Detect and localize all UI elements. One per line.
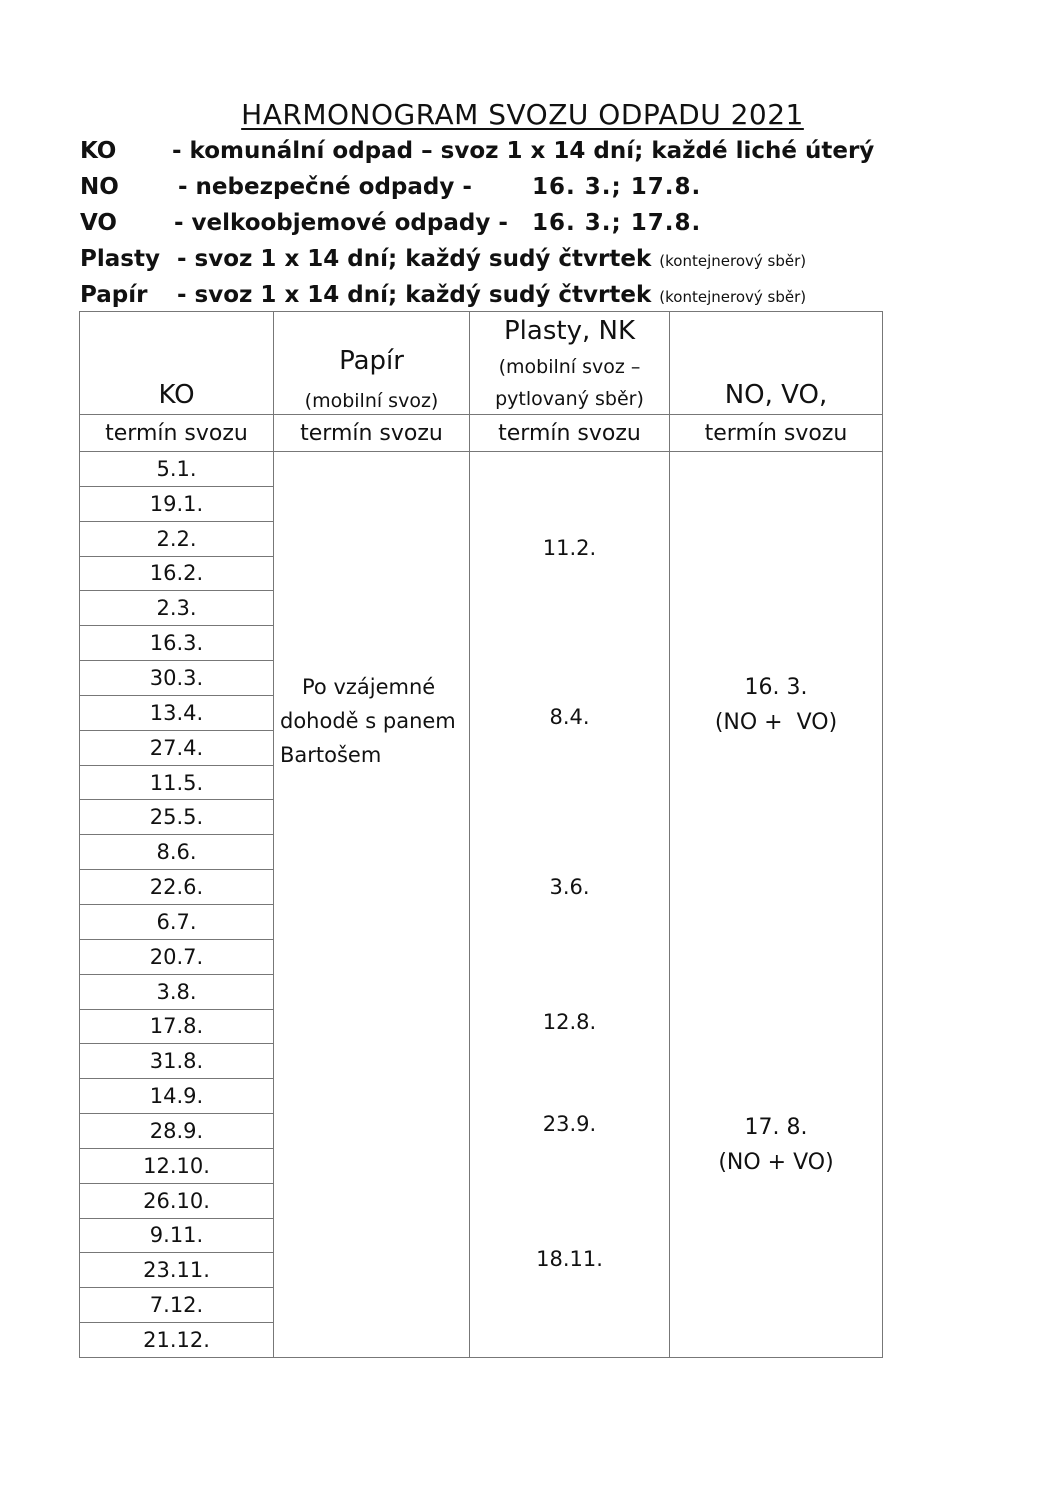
header-ko <box>80 312 274 415</box>
ko-date-cell: 3.8. <box>80 974 274 1009</box>
papir-note-line: dohodě s panem <box>280 708 456 733</box>
legend-note: (kontejnerový sběr) <box>659 252 807 270</box>
legend <box>80 138 980 318</box>
legend-desc: - velkoobjemové odpady - <box>174 210 508 236</box>
ko-date-cell: 26.10. <box>80 1183 274 1218</box>
ko-date-cell: 28.9. <box>80 1114 274 1149</box>
plasty-cell <box>470 452 670 1358</box>
header-papir-label: Papír <box>339 346 404 376</box>
plasty-date: 12.8. <box>542 1010 597 1035</box>
header-ko-label: KO <box>158 380 195 410</box>
legend-code: VO <box>80 210 117 236</box>
header-papir <box>274 312 470 415</box>
ko-date-cell: 20.7. <box>80 939 274 974</box>
papir-cell <box>274 452 470 1358</box>
plasty-date: 18.11. <box>536 1246 603 1271</box>
ko-date-cell: 13.4. <box>80 695 274 730</box>
novo-entry <box>670 670 882 740</box>
novo-entry <box>670 1110 882 1180</box>
legend-desc-text: - svoz 1 x 14 dní; každý sudý čtvrtek <box>177 246 652 272</box>
legend-row-vo <box>80 210 980 246</box>
ko-date-cell: 2.2. <box>80 521 274 556</box>
plasty-date: 8.4. <box>549 705 590 730</box>
ko-date-cell: 19.1. <box>80 486 274 521</box>
novo-note: (NO + VO) <box>714 709 838 735</box>
ko-date-cell: 21.12. <box>80 1323 274 1358</box>
subheader-plasty: termín svozu <box>470 415 670 452</box>
novo-date: 16. 3. <box>744 674 808 700</box>
novo-note: (NO + VO) <box>718 1149 834 1175</box>
ko-date-cell: 31.8. <box>80 1044 274 1079</box>
legend-desc <box>177 246 806 272</box>
ko-date-cell: 2.3. <box>80 591 274 626</box>
ko-date-cell: 23.11. <box>80 1253 274 1288</box>
plasty-date: 3.6. <box>549 874 590 899</box>
legend-code: Plasty <box>80 246 160 272</box>
papir-note-line: Bartošem <box>280 742 382 767</box>
legend-desc: - komunální odpad – svoz 1 x 14 dní; každé liché úterý <box>172 138 875 164</box>
subheader-ko: termín svozu <box>80 415 274 452</box>
legend-code: Papír <box>80 282 148 308</box>
papir-cell-inner <box>274 464 469 1344</box>
header-novo-label: NO, VO, <box>724 380 828 410</box>
header-plasty-label: Plasty, NK <box>504 316 635 346</box>
schedule-table <box>79 311 883 1358</box>
page-title: HARMONOGRAM SVOZU ODPADU 2021 <box>241 98 804 131</box>
legend-dates: 16. 3.; 17.8. <box>532 210 702 236</box>
ko-date-cell: 7.12. <box>80 1288 274 1323</box>
ko-date-cell: 12.10. <box>80 1148 274 1183</box>
ko-date-cell: 9.11. <box>80 1218 274 1253</box>
legend-code: NO <box>80 174 119 200</box>
ko-date-cell: 25.5. <box>80 800 274 835</box>
ko-date-cell: 11.5. <box>80 765 274 800</box>
legend-row-plasty <box>80 246 980 282</box>
subheader-papir: termín svozu <box>274 415 470 452</box>
novo-cell-inner <box>670 464 882 1344</box>
ko-date-cell: 6.7. <box>80 904 274 939</box>
papir-note <box>280 670 456 772</box>
ko-date-cell: 27.4. <box>80 730 274 765</box>
header-plasty <box>470 312 670 415</box>
ko-date-cell: 16.2. <box>80 556 274 591</box>
header-papir-sub: (mobilní svoz) <box>304 390 439 412</box>
legend-code: KO <box>80 138 117 164</box>
legend-desc-text: - svoz 1 x 14 dní; každý sudý čtvrtek <box>177 282 652 308</box>
papir-note-line: Po vzájemné <box>302 674 436 699</box>
novo-date: 17. 8. <box>744 1114 808 1140</box>
header-novo <box>670 312 883 415</box>
legend-desc: - nebezpečné odpady - <box>178 174 472 200</box>
header-plasty-sub1: (mobilní svoz – <box>498 356 641 378</box>
table-row <box>80 452 883 487</box>
ko-date-cell: 17.8. <box>80 1009 274 1044</box>
ko-date-cell: 8.6. <box>80 835 274 870</box>
ko-date-cell: 16.3. <box>80 626 274 661</box>
ko-date-cell: 30.3. <box>80 661 274 696</box>
legend-note: (kontejnerový sběr) <box>659 288 807 306</box>
plasty-cell-inner <box>470 464 669 1344</box>
plasty-date: 11.2. <box>542 536 597 561</box>
ko-date-cell: 5.1. <box>80 452 274 487</box>
legend-dates: 16. 3.; 17.8. <box>532 174 702 200</box>
legend-row-ko <box>80 138 980 174</box>
novo-cell <box>670 452 883 1358</box>
legend-row-no <box>80 174 980 210</box>
header-plasty-sub2: pytlovaný sběr) <box>495 388 644 410</box>
plasty-date: 23.9. <box>542 1111 597 1136</box>
subheader-novo: termín svozu <box>670 415 883 452</box>
legend-desc <box>177 282 806 308</box>
ko-date-cell: 22.6. <box>80 870 274 905</box>
ko-date-cell: 14.9. <box>80 1079 274 1114</box>
